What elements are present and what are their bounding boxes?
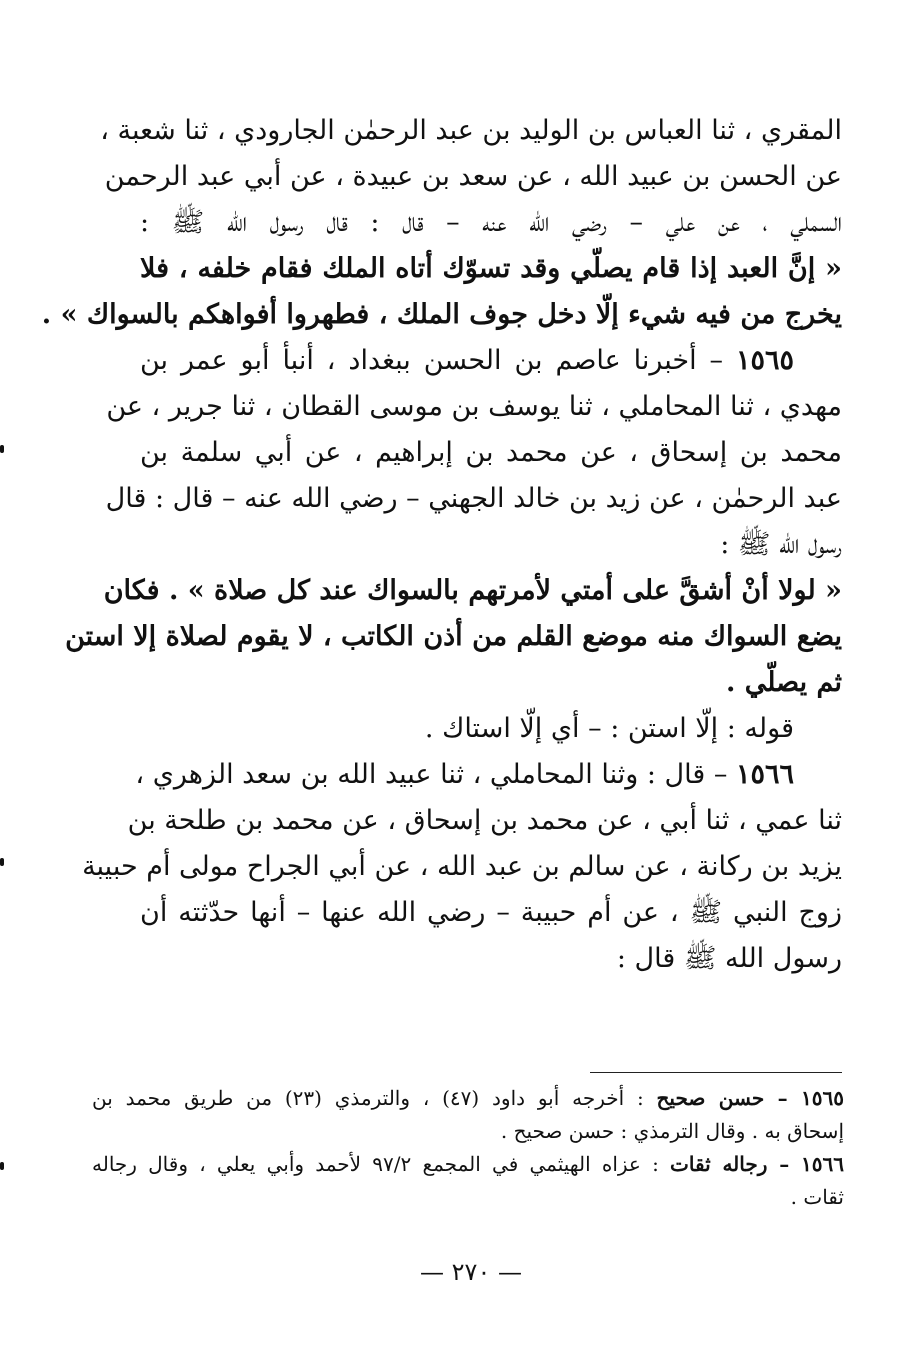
text-line: عن الحسن بن عبيد الله ، عن سعد بن عبيدة ، عن أبي عبد الرحمن <box>104 161 842 192</box>
margin-mark <box>0 1162 4 1170</box>
hadith-text-line: يضع السواك منه موضع القلم من أذن الكاتب ، لا يقوم لصلاة إلا استن <box>65 621 842 652</box>
footnote-line <box>92 1082 844 1115</box>
footnote-grade: – حسن صحيح <box>656 1086 802 1110</box>
footnote-line: إسحاق به . وقال الترمذي : حسن صحيح . <box>500 1119 844 1143</box>
text-span: – قال : وثنا المحاملي ، ثنا عبيد الله بن سعد الزهري ، <box>135 759 736 790</box>
text-line: زوج النبي ﷺ ، عن أم حبيبة – رضي الله عنها – أنها حدّثته أن <box>140 897 842 928</box>
footnote-separator <box>590 1072 842 1073</box>
hadith-1566-start <box>135 752 842 798</box>
footnote-line: ثقات . <box>790 1185 844 1209</box>
main-text <box>41 108 842 982</box>
hadith-text-line: « لولا أنْ أشقَّ على أمتي لأمرتهم بالسواك عند كل صلاة » . فكان <box>103 575 842 606</box>
footnote-line <box>92 1148 844 1181</box>
text-line: المقري ، ثنا العباس بن الوليد بن عبد الرحمٰن الجارودي ، ثنا شعبة ، <box>100 115 842 146</box>
page-number: — ٢٧٠ — <box>420 1258 522 1286</box>
text-line: السملي ، عن علي – رضي الله عنه – قال : قال رسول الله ﷺ : <box>140 207 842 238</box>
hadith-text-line: ثم يصلّي . <box>725 667 842 698</box>
text-line: يزيد بن ركانة ، عن سالم بن عبد الله ، عن أبي الجراح مولى أم حبيبة <box>82 851 842 882</box>
footnote-text: : عزاه الهيثمي في المجمع ٩٧/٢ لأحمد وأبي يعلي ، وقال رجاله <box>92 1152 671 1176</box>
text-line: رسول الله ﷺ قال : <box>616 943 842 974</box>
footnote-number: ١٥٦٦ <box>801 1152 844 1176</box>
commentary-line: قوله : إلّا استن : – أي إلّا استاك . <box>424 713 794 744</box>
text-line: رسول الله ﷺ : <box>720 529 842 560</box>
text-line: عبد الرحمٰن ، عن زيد بن خالد الجهني – رضي الله عنه – قال : قال <box>105 483 842 514</box>
footnote-grade: – رجاله ثقات <box>670 1152 802 1176</box>
hadith-number: ١٥٦٦ <box>735 759 794 790</box>
hadith-text-line: يخرج من فيه شيء إلّا دخل جوف الملك ، فطهروا أفواهكم بالسواك » . <box>41 299 842 330</box>
hadith-number: ١٥٦٥ <box>735 345 794 376</box>
footnotes <box>92 1082 844 1214</box>
margin-mark <box>0 858 4 866</box>
margin-mark <box>0 445 4 453</box>
text-line: مهدي ، ثنا المحاملي ، ثنا يوسف بن موسى القطان ، ثنا جرير ، عن <box>106 391 842 422</box>
hadith-1565-start <box>140 338 842 384</box>
text-line: محمد بن إسحاق ، عن محمد بن إبراهيم ، عن أبي سلمة بن <box>140 437 842 468</box>
hadith-text-line: « إنَّ العبد إذا قام يصلّي وقد تسوّك أتاه الملك فقام خلفه ، فلا <box>140 253 842 284</box>
footnote-number: ١٥٦٥ <box>801 1086 845 1110</box>
text-line: ثنا عمي ، ثنا أبي ، عن محمد بن إسحاق ، عن محمد بن طلحة بن <box>127 805 842 836</box>
text-span: – أخبرنا عاصم بن الحسن ببغداد ، أنبأ أبو عمر بن <box>140 345 736 376</box>
footnote-text: : أخرجه أبو داود (٤٧) ، والترمذي (٢٣) من طريق محمد بن <box>92 1086 657 1110</box>
